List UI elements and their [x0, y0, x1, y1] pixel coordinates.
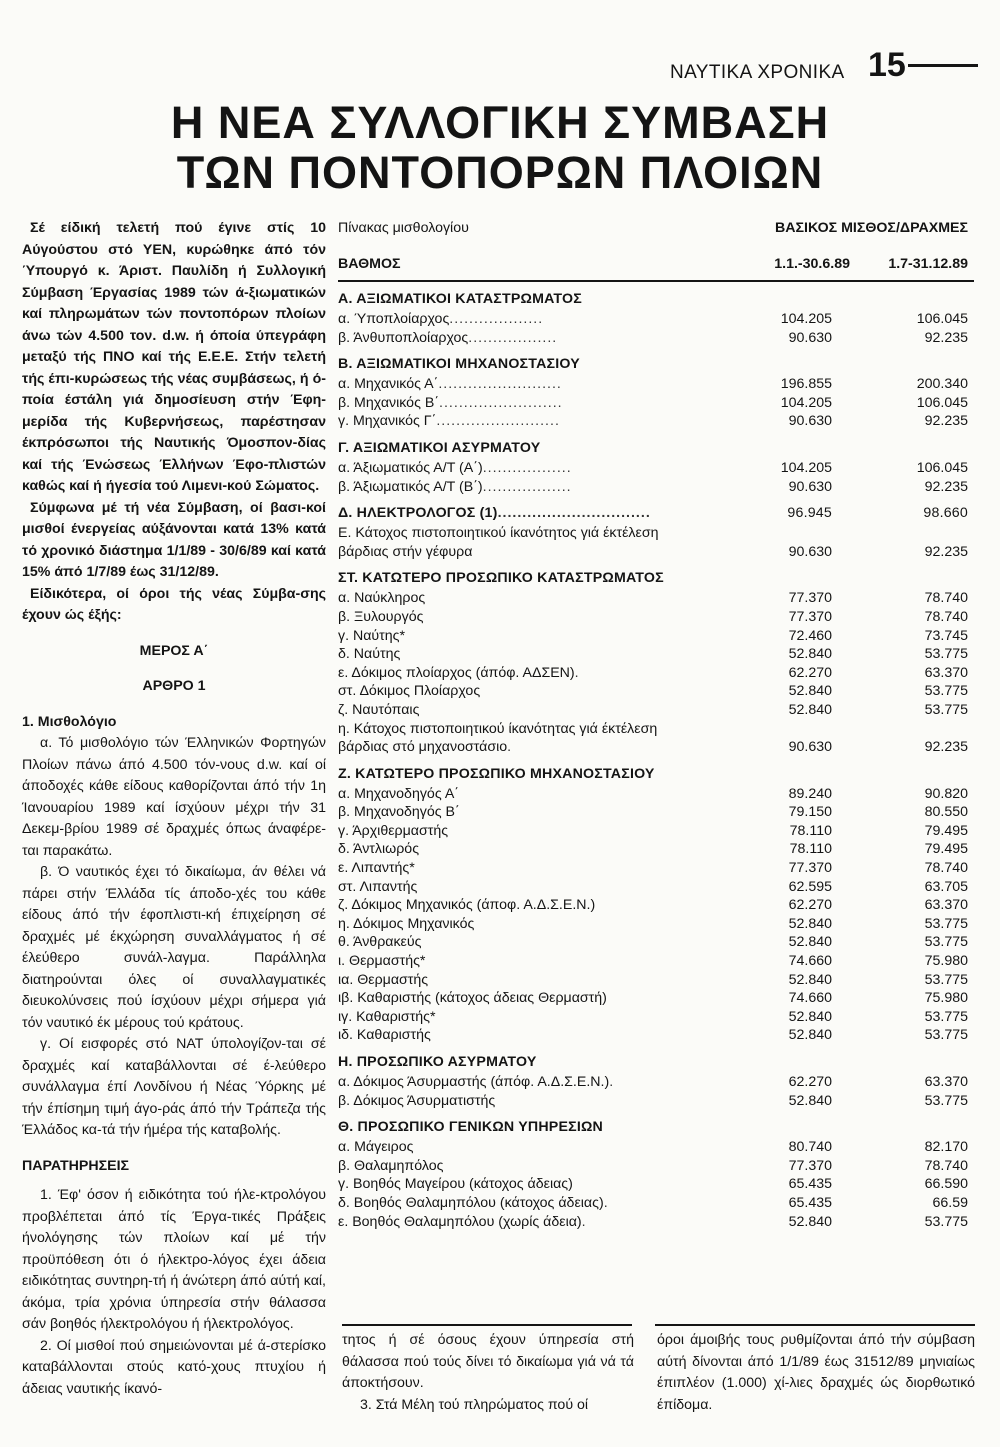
table-section [338, 502, 974, 561]
table-row [338, 608, 974, 627]
row-label [338, 1092, 738, 1111]
salary-period-2: 53.775 [924, 701, 968, 718]
row-label [338, 785, 738, 804]
section-title-label [338, 288, 738, 310]
row-label-text: ζ. Δόκιμος Μηχανικός (άποφ. Α.Δ.Σ.Ε.Ν.) [338, 897, 596, 914]
section-title [338, 567, 974, 589]
row-label [338, 682, 738, 701]
row-label-text: β. Άνθυποπλοίαρχος [338, 329, 469, 346]
left-column [22, 218, 326, 1400]
salary-period-2: 75.980 [924, 990, 968, 1007]
part-heading: ΜΕΡΟΣ Α΄ [139, 642, 209, 659]
row-label [338, 589, 738, 608]
table-section [338, 567, 974, 756]
salary-period-1: 52.840 [788, 1027, 832, 1044]
salary-period-1: 104.205 [780, 311, 832, 327]
paragraph-b: β. Ό ναυτικός έχει τό δικαίωμα, άν θέλει νά πάρει στήν Έλλάδα τίς άποδο-χές του κάθε είδους άπό τήν έφοπλιστι-κή έπιχείρηση σέ δραχμές μέ έκχώρηση συναλλάγματος ή σέ έλεύθερο συνάλ-λαγμα. Παράλληλα διατηρούνται όλες οί συναλλαγματικές διευκολύνσεις πού ίσχύουν μέχρι σήμερα γιά τόν ναυτικό έκ μέρους τού κράτους. [22, 864, 326, 1031]
salary-period-2: 63.705 [924, 878, 968, 895]
header-rule [908, 64, 978, 67]
salary-period-1: 74.660 [788, 953, 832, 970]
intro-paragraph-2: Σύμφωνα μέ τή νέα Σύμβαση, οί βασι-κοί μισθοί ένεργείας αύξάνονται κατά 13% κατά τό χρονικό διάστημα 1/1/89 - 30/6/89 καί κατά 15% άπό 1/7/89 έως 31/12/89. [22, 499, 326, 580]
row-label [338, 989, 738, 1008]
table-caption: Πίνακας μισθολογίου [338, 220, 469, 236]
bottom-middle-paragraph: τητος ή σέ όσους έχουν ύπηρεσία στή θάλασσα πού τούς δίνει τό δικαίωμα γιά νά τά άποκτήσουν. [342, 1332, 634, 1391]
salary-period-1: 96.945 [787, 505, 832, 522]
row-label-text: β. Μηχανικός Β΄ [338, 394, 440, 411]
table-row [338, 1008, 974, 1027]
row-label [338, 608, 738, 627]
salary-period-2: 78.740 [924, 590, 968, 607]
leader-dots: . [507, 739, 513, 756]
table-section [338, 437, 974, 496]
section-title [338, 437, 974, 459]
table-row [338, 627, 974, 646]
row-label-text: βάρδιας στήν γέφυρα [338, 543, 473, 560]
salary-period-1: 72.460 [788, 627, 832, 644]
row-label-text: α. Μηχανικός Α΄ [338, 376, 439, 393]
table-row [338, 375, 974, 394]
section-title-text: Γ. ΑΞΙΩΜΑΤΙΚΟΙ ΑΣΥΡΜΑΤΟΥ [338, 439, 541, 456]
table-column-headers [338, 256, 974, 278]
section-title-label [338, 567, 738, 589]
salary-period-2: 92.235 [924, 329, 968, 346]
leader-dots: ............................... [497, 505, 651, 522]
salary-period-2: 53.775 [924, 1027, 968, 1044]
salary-period-2: 53.775 [924, 971, 968, 988]
table-row [338, 1073, 974, 1092]
row-label [338, 543, 738, 562]
salary-period-2: 92.235 [924, 739, 968, 756]
leader-dots: . [603, 1194, 609, 1211]
salary-period-2: 78.740 [924, 860, 968, 877]
article-heading: ΑΡΘΡΟ 1 [142, 678, 206, 694]
table-section [338, 288, 974, 347]
table-row [338, 664, 974, 683]
row-label [338, 840, 738, 859]
salary-period-2: 92.235 [924, 413, 968, 430]
salary-period-2: 53.775 [924, 1092, 968, 1109]
row-label [338, 1213, 738, 1232]
salary-period-1: 89.240 [788, 785, 832, 802]
table-row [338, 310, 974, 329]
leader-dots: ................... [449, 311, 544, 327]
section-title [338, 1051, 974, 1073]
table-row [338, 394, 974, 413]
row-label [338, 738, 738, 757]
row-label-text: ιβ. Καθαριστής (κάτοχος άδειας Θερμαστή) [338, 990, 607, 1007]
salary-period-2: 92.235 [924, 478, 968, 495]
table-row [338, 952, 974, 971]
leader-dots: .................. [482, 459, 572, 476]
table-row [338, 971, 974, 990]
row-label [338, 664, 738, 683]
table-row [338, 412, 974, 431]
row-label-text: α. Ναύκληρος [338, 590, 426, 607]
row-label-text: β. Άξιωματικός Α/Τ (Β΄) [338, 478, 483, 495]
bottom-middle-text [342, 1330, 634, 1416]
salary-period-2: 63.370 [924, 664, 968, 681]
row-label [338, 394, 738, 413]
paragraph-c: γ. Οί εισφορές στό ΝΑΤ ύπολογίζον-ται σέ δραχμές καί καταβάλλονται σέ έ-λεύθερο συνάλλαγμα έπί Λονδίνου ή Νέας Ύόρκης μέ τήν έπίσημη τιμή άγο-ράς άπό τήν Τράπεζα τής Έλλάδος κα-τά τήν ήμέρα τής καταβολής. [22, 1036, 326, 1138]
section-title-text: ΣΤ. ΚΑΤΩΤΕΡΟ ΠΡΟΣΩΠΙΚΟ ΚΑΤΑΣΤΡΩΜΑΤΟΣ [338, 570, 664, 587]
row-label [338, 375, 738, 394]
row-label-text: α. Άξιωματικός Α/Τ (Α΄) [338, 459, 483, 476]
table-header-right: ΒΑΣΙΚΟΣ ΜΙΣΘΟΣ/ΔΡΑΧΜΕΣ [775, 220, 968, 236]
section-title [338, 288, 974, 310]
table-row [338, 803, 974, 822]
salary-period-1: 52.840 [788, 1092, 832, 1109]
row-label [338, 896, 738, 915]
row-label [338, 524, 738, 543]
salary-period-2: 53.775 [924, 915, 968, 932]
table-section [338, 353, 974, 431]
row-label [338, 412, 738, 431]
section-title-label [338, 763, 738, 785]
remarks-heading: ΠΑΡΑΤΗΡΗΣΕΙΣ [22, 1157, 130, 1174]
publication-name: ΝΑΥΤΙΚΑ ΧΡΟΝΙΚΑ [670, 62, 845, 83]
salary-period-1: 90.630 [788, 543, 832, 560]
intro-paragraph: Σέ είδική τελετή πού έγινε στίς 10 Αύγούστου στό ΥΕΝ, κυρώθηκε άπό τόν Ύπουργό κ. Άριστ. Παυλίδη ή Συλλογική Σύμβαση Έργασίας 1989 τών ά-ξιωματικών καί πληρωμάτων τών ποντοπόρων πλοίων άνω τών 4.500 τον. d.w. ή όποία ύπεγράφη μεταξύ τής ΠΝΟ καί τής Ε.Ε.Ε. Στήν τελετή τής έπι-κυρώσεως τής νέας συμβάσεως, ή ό-ποία έστάλη γιά δημοσίευση στήν Έφη-μερίδα τής Κυβερνήσεως, παρέστησαν έκπρόσωποι τής Ναυτικής Όμοσπον-δίας καί τής Ένώσεως Έλλήνων Έφο-πλιστών καθώς καί ή ήγεσία τού Λιμενι-κού Σώματος. [22, 220, 326, 494]
row-label [338, 822, 738, 841]
column-rank: ΒΑΘΜΟΣ [338, 256, 401, 272]
table-row [338, 1138, 974, 1157]
section-title-text: Δ. ΗΛΕΚΤΡΟΛΟΓΟΣ (1) [338, 505, 498, 522]
salary-period-2: 53.775 [924, 683, 968, 700]
salary-period-2: 75.980 [924, 953, 968, 970]
row-label [338, 310, 738, 329]
row-label-text: στ. Λιπαντής [338, 878, 418, 895]
column-period-2: 1.7-31.12.89 [888, 256, 968, 272]
row-label-text: δ. Άντλιωρός [338, 841, 420, 858]
table-row [338, 701, 974, 720]
salary-period-2: 53.775 [924, 1213, 968, 1230]
salary-period-2: 106.045 [916, 311, 968, 327]
row-label-text: α. Μάγειρος [338, 1139, 414, 1156]
table-row [338, 543, 974, 562]
row-label [338, 720, 738, 739]
salary-period-1: 62.270 [788, 897, 832, 914]
remark-2: 2. Οί μισθοί πού σημειώνονται μέ ά-στερίσκο καταβάλλονται στούς κατό-χους πτυχίου ή άδειας ναυτικής ίκανό- [22, 1337, 326, 1397]
row-label-text: ζ. Ναυτόπαις [338, 701, 420, 718]
section-title-text: Η. ΠΡΟΣΩΠΙΚΟ ΑΣΥΡΜΑΤΟΥ [338, 1054, 537, 1070]
table-row [338, 878, 974, 897]
row-label [338, 329, 738, 348]
row-label-text: ε. Δόκιμος πλοίαρχος (άπόφ. ΑΔΣΕΝ) [338, 664, 575, 681]
row-label [338, 1026, 738, 1045]
row-label [338, 478, 738, 497]
article-title [150, 98, 850, 198]
salary-period-1: 52.840 [788, 934, 832, 951]
salary-table [338, 220, 974, 1231]
row-label [338, 701, 738, 720]
row-label-text: ια. Θερμαστής [338, 971, 429, 988]
row-label-text: α. Ύποπλοίαρχος [338, 311, 450, 327]
salary-period-1: 62.270 [788, 664, 832, 681]
row-label-text: δ. Βοηθός Θαλαμηπόλου (κάτοχος άδειας) [338, 1194, 604, 1211]
table-row [338, 524, 974, 543]
leader-dots: . [574, 664, 580, 681]
salary-period-1: 77.370 [788, 608, 832, 625]
table-row [338, 459, 974, 478]
row-label [338, 803, 738, 822]
table-section [338, 763, 974, 1045]
row-label [338, 627, 738, 646]
row-label-text: ε. Βοηθός Θαλαμηπόλου (χωρίς άδεια) [338, 1213, 582, 1230]
section-title-text: Β. ΑΞΙΩΜΑΤΙΚΟΙ ΜΗΧΑΝΟΣΤΑΣΙΟΥ [338, 356, 580, 373]
salary-period-1: 79.150 [788, 804, 832, 821]
row-label-text: ι. Θερμαστής* [338, 953, 426, 970]
row-label-text: βάρδιας στό μηχανοστάσιο [338, 739, 508, 756]
row-label [338, 1175, 738, 1194]
column-rule-right [655, 1324, 975, 1326]
section-title [338, 353, 974, 375]
row-label-text: ιδ. Καθαριστής [338, 1027, 431, 1044]
section-title-label [338, 502, 738, 524]
salary-period-2: 73.745 [924, 627, 968, 644]
row-label-text: α. Δόκιμος Άσυρμαστής (άπόφ. Α.Δ.Σ.Ε.Ν.) [338, 1074, 610, 1090]
salary-period-2: 53.775 [924, 646, 968, 663]
table-row [338, 738, 974, 757]
bottom-right-text [657, 1330, 975, 1416]
salary-period-2: 92.235 [924, 543, 968, 560]
salary-period-2: 106.045 [916, 459, 968, 476]
salary-period-2: 78.740 [924, 608, 968, 625]
salary-period-1: 77.370 [788, 860, 832, 877]
salary-period-1: 52.840 [788, 683, 832, 700]
table-row [338, 785, 974, 804]
row-label [338, 878, 738, 897]
salary-period-1: 78.110 [789, 841, 832, 858]
salary-period-1: 65.435 [788, 1194, 832, 1211]
remark-1: 1. Έφ' όσον ή ειδικότητα τού ήλε-κτρολόγου προβλέπεται άπό τίς Έργα-τικές Πράξεις ήνολόγησης τών πλοίων καί μέ τήν προϋπόθεση ότι ό ήλεκτρο-λόγος έχει άδεια ειδικότητας συντηρη-τή ή άνώτερη άπό αύτή καί, άκόμα, τρία χρόνια ύπηρεσία στήν θάλασσα σάν βοηθός ήλεκτρολόγου ή ήλεκτρολόγος. [22, 1187, 326, 1332]
salary-period-1: 104.205 [780, 394, 832, 411]
salary-period-2: 66.590 [924, 1176, 968, 1193]
page-number: 15 [868, 46, 906, 84]
salary-period-1: 52.840 [788, 701, 832, 718]
salary-period-1: 80.740 [788, 1139, 832, 1156]
table-row [338, 1194, 974, 1213]
leader-dots: ......................... [438, 376, 562, 393]
salary-period-2: 78.740 [924, 1157, 968, 1174]
leader-dots: . [581, 1213, 587, 1230]
table-row [338, 478, 974, 497]
row-label-text: β. Ξυλουργός [338, 608, 424, 625]
salary-period-1: 52.840 [788, 971, 832, 988]
section-title-label [338, 353, 738, 375]
table-row [338, 989, 974, 1008]
table-row [338, 1213, 974, 1232]
salary-period-2: 90.820 [924, 785, 968, 802]
row-label-text: γ. Βοηθός Μαγείρου (κάτοχος άδειας) [338, 1176, 573, 1193]
salary-period-1: 62.270 [788, 1074, 832, 1090]
row-label-text: η. Δόκιμος Μηχανικός [338, 915, 475, 932]
salary-period-1: 78.110 [789, 822, 832, 839]
table-row [338, 720, 974, 739]
row-label-text: στ. Δόκιμος Πλοίαρχος [338, 683, 481, 700]
section-title-label [338, 437, 738, 459]
row-label-text: η. Κάτοχος πιστοποιητικού ίκανότητας γιά έκτέλεση [338, 720, 658, 737]
salary-period-1: 52.840 [788, 1008, 832, 1025]
section-title-text: Α. ΑΞΙΩΜΑΤΙΚΟΙ ΚΑΤΑΣΤΡΩΜΑΤΟΣ [338, 291, 582, 307]
table-section [338, 1051, 974, 1110]
row-label [338, 1194, 738, 1213]
bottom-right-paragraph: όροι άμοιβής τους ρυθμίζονται άπό τήν σύμβαση αύτή δίνονται άπό 1/1/89 έως 31512/89 μηνιαίως έπιπλέον (1.000) χί-λιες δραχμές ώς διορθωτικό έπίδομα. [657, 1332, 975, 1413]
row-label [338, 915, 738, 934]
row-label [338, 952, 738, 971]
leader-dots: .................. [468, 329, 558, 346]
leader-dots: . [609, 1074, 615, 1090]
section-title [338, 1116, 974, 1138]
salary-period-1: 52.840 [788, 1213, 832, 1230]
table-row [338, 822, 974, 841]
table-section [338, 1116, 974, 1231]
salary-period-1: 52.840 [788, 646, 832, 663]
salary-period-1: 74.660 [788, 990, 832, 1007]
salary-period-2: 80.550 [924, 804, 968, 821]
row-label-text: γ. Μηχανικός Γ΄ [338, 413, 437, 430]
title-line-2: ΤΩΝ ΠΟΝΤΟΠΟΡΩΝ ΠΛΟΙΩΝ [176, 147, 824, 198]
salary-period-2: 98.660 [923, 505, 968, 522]
row-label [338, 1157, 738, 1176]
salary-period-2: 106.045 [916, 394, 968, 411]
section-title-text: Θ. ΠΡΟΣΩΠΙΚΟ ΓΕΝΙΚΩΝ ΥΠΗΡΕΣΙΩΝ [338, 1119, 603, 1136]
row-label [338, 1138, 738, 1157]
table-row [338, 589, 974, 608]
salary-period-2: 79.495 [924, 822, 968, 839]
table-row [338, 1175, 974, 1194]
row-label [338, 1073, 738, 1092]
table-row [338, 1157, 974, 1176]
salary-period-1: 52.840 [788, 915, 832, 932]
salary-period-1: 104.205 [780, 459, 832, 476]
salary-period-2: 200.340 [916, 376, 968, 393]
paragraph-a: α. Τό μισθολόγιο τών Έλληνικών Φορτηγών Πλοίων πάνω άπό 4.500 τόν-νους d.w. καί οί άποδοχές κάθε είδους καθορίζονται άπό τήν 1η Ίανουαρίου 1989 καί ίσχύουν μέχρι τήν 31 Δεκεμ-βρίου 1989 σέ δραχμές όπως άναφέρε-ται παρακάτω. [22, 735, 326, 859]
column-rule [342, 1324, 632, 1326]
row-label [338, 971, 738, 990]
row-label-text: Ε. Κάτοχος πιστοποιητικού ίκανότητος γιά έκτέλεση [338, 525, 659, 542]
leader-dots: ......................... [436, 413, 560, 430]
row-label-text: β. Δόκιμος Άσυρματιστής [338, 1092, 496, 1109]
section-title-text: Ζ. ΚΑΤΩΤΕΡΟ ΠΡΟΣΩΠΙΚΟ ΜΗΧΑΝΟΣΤΑΣΙΟΥ [338, 765, 655, 782]
row-label [338, 859, 738, 878]
row-label-text: ε. Λιπαντής* [338, 860, 415, 877]
column-period-1: 1.1.-30.6.89 [774, 256, 850, 272]
leader-dots: ......................... [439, 394, 563, 411]
row-label-text: θ. Άνθρακεύς [338, 934, 422, 951]
salary-period-1: 90.630 [788, 329, 832, 346]
title-line-1: Η ΝΕΑ ΣΥΛΛΟΓΙΚΗ ΣΥΜΒΑΣΗ [170, 97, 830, 148]
intro-paragraph-3: Είδικότερα, οί όροι τής νέας Σύμβα-σης έχουν ώς έξής: [22, 585, 326, 623]
salary-period-2: 63.370 [924, 897, 968, 914]
salary-period-1: 196.855 [780, 376, 832, 393]
row-label-text: γ. Άρχιθερμαστής [338, 822, 449, 839]
table-row [338, 682, 974, 701]
row-label [338, 459, 738, 478]
salary-period-1: 77.370 [788, 1157, 832, 1174]
salary-period-2: 53.775 [924, 934, 968, 951]
table-row [338, 933, 974, 952]
bottom-middle-paragraph-2: 3. Στά Μέλη τού πληρώματος πού οί [360, 1396, 589, 1413]
salary-period-2: 53.775 [924, 1008, 968, 1025]
salary-period-2: 63.370 [924, 1074, 968, 1090]
table-row [338, 1026, 974, 1045]
row-label [338, 645, 738, 664]
section-title [338, 502, 974, 524]
table-row [338, 896, 974, 915]
section-title-label [338, 1051, 738, 1073]
salary-period-1: 62.595 [788, 878, 832, 895]
table-row [338, 915, 974, 934]
table-header [338, 220, 974, 242]
section-title [338, 763, 974, 785]
salary-period-2: 79.495 [924, 841, 968, 858]
row-label-text: ιγ. Καθαριστής* [338, 1008, 436, 1025]
row-label-text: α. Μηχανοδηγός Α΄ [338, 785, 460, 802]
row-label-text: δ. Ναύτης [338, 646, 401, 663]
section-title-label [338, 1116, 738, 1138]
salary-period-1: 77.370 [788, 590, 832, 607]
row-label-text: β. Θαλαμηπόλος [338, 1157, 444, 1174]
salary-period-2: 66.59 [932, 1194, 968, 1211]
row-label [338, 1008, 738, 1027]
table-row [338, 859, 974, 878]
table-row [338, 840, 974, 859]
salary-period-2: 82.170 [924, 1139, 968, 1156]
row-label-text: β. Μηχανοδηγός Β΄ [338, 804, 460, 821]
salary-period-1: 90.630 [788, 478, 832, 495]
table-row [338, 329, 974, 348]
section-heading: 1. Μισθολόγιο [22, 713, 117, 730]
row-label [338, 933, 738, 952]
salary-period-1: 90.630 [788, 739, 832, 756]
row-label-text: γ. Ναύτης* [338, 627, 406, 644]
table-row [338, 645, 974, 664]
table-row [338, 1092, 974, 1111]
salary-period-1: 65.435 [788, 1176, 832, 1193]
salary-period-1: 90.630 [788, 413, 832, 430]
table-rule [338, 280, 974, 282]
leader-dots: .................. [482, 478, 572, 495]
